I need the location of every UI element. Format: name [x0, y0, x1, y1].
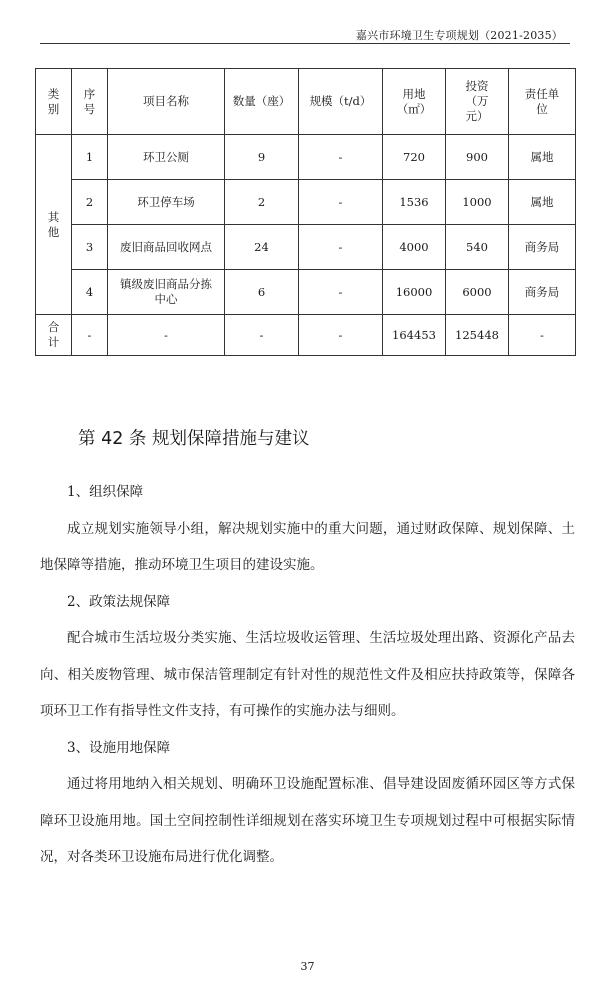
- cell-scale: -: [299, 135, 383, 180]
- cell-seq: 4: [72, 270, 108, 315]
- cell-name: 环卫公厕: [108, 135, 225, 180]
- total-label: 合 计: [36, 315, 72, 356]
- cell-count: -: [225, 315, 299, 356]
- cell-seq: -: [72, 315, 108, 356]
- cell-invest: 900: [446, 135, 509, 180]
- facility-table: [35, 68, 576, 356]
- header-scale: 规模（t/d）: [299, 69, 383, 135]
- header-land: 用地 （㎡）: [383, 69, 446, 135]
- cell-count: 2: [225, 180, 299, 225]
- cell-land: 720: [383, 135, 446, 180]
- page-header-title: 嘉兴市环境卫生专项规划（2021-2035）: [355, 29, 563, 42]
- cell-land: 4000: [383, 225, 446, 270]
- cell-land: 1536: [383, 180, 446, 225]
- cell-name: 环卫停车场: [108, 180, 225, 225]
- cell-land: 16000: [383, 270, 446, 315]
- cell-scale: -: [299, 225, 383, 270]
- cell-count: 6: [225, 270, 299, 315]
- cell-owner: -: [509, 315, 576, 356]
- paragraph-organization: 成立规划实施领导小组，解决规划实施中的重大问题，通过财政保障、规划保障、土地保障等措施，推动环境卫生项目的建设实施。: [40, 520, 575, 573]
- total-invest: 125448: [446, 315, 509, 356]
- section-title: 第 42 条 规划保障措施与建议: [78, 429, 310, 449]
- header-owner: 责任单 位: [509, 69, 576, 135]
- section-body: [40, 474, 575, 876]
- paragraph-policy: 配合城市生活垃圾分类实施、生活垃圾收运管理、生活垃圾处理出路、资源化产品去向、相关废物管理、城市保洁管理制定有针对性的规范性文件及相应扶持政策等，保障各项环卫工作有指导性文件支持，有可操作的实施办法与细则。: [40, 630, 575, 719]
- header-name: 项目名称: [108, 69, 225, 135]
- table-row: [36, 135, 576, 180]
- table-total-row: [36, 315, 576, 356]
- header-category: 类 别: [36, 69, 72, 135]
- cell-owner: 商务局: [509, 225, 576, 270]
- header-rule: [40, 43, 570, 44]
- cell-invest: 1000: [446, 180, 509, 225]
- table-row: [36, 225, 576, 270]
- header-count: 数量（座）: [225, 69, 299, 135]
- page-number: 37: [300, 960, 315, 973]
- header-invest: 投资 （万 元）: [446, 69, 509, 135]
- cell-scale: -: [299, 270, 383, 315]
- cell-scale: -: [299, 180, 383, 225]
- cell-seq: 1: [72, 135, 108, 180]
- total-land: 164453: [383, 315, 446, 356]
- cell-invest: 540: [446, 225, 509, 270]
- header-seq: 序 号: [72, 69, 108, 135]
- subheading-land: 3、设施用地保障: [67, 739, 171, 756]
- group-label: 其 他: [36, 135, 72, 315]
- cell-name: 镇级废旧商品分拣 中心: [108, 270, 225, 315]
- cell-name: 废旧商品回收网点: [108, 225, 225, 270]
- cell-name: -: [108, 315, 225, 356]
- cell-count: 24: [225, 225, 299, 270]
- cell-seq: 3: [72, 225, 108, 270]
- table-header-row: [36, 69, 576, 135]
- cell-invest: 6000: [446, 270, 509, 315]
- cell-seq: 2: [72, 180, 108, 225]
- cell-scale: -: [299, 315, 383, 356]
- cell-count: 9: [225, 135, 299, 180]
- cell-owner: 属地: [509, 135, 576, 180]
- table-row: [36, 270, 576, 315]
- cell-owner: 商务局: [509, 270, 576, 315]
- subheading-organization: 1、组织保障: [67, 484, 144, 500]
- subheading-policy: 2、政策法规保障: [67, 593, 171, 610]
- cell-owner: 属地: [509, 180, 576, 225]
- table-row: [36, 180, 576, 225]
- paragraph-land: 通过将用地纳入相关规划、明确环卫设施配置标准、倡导建设固废循环园区等方式保障环卫设施用地。国土空间控制性详细规划在落实环境卫生专项规划过程中可根据实际情况，对各类环卫设施布局进行优化调整。: [40, 776, 575, 865]
